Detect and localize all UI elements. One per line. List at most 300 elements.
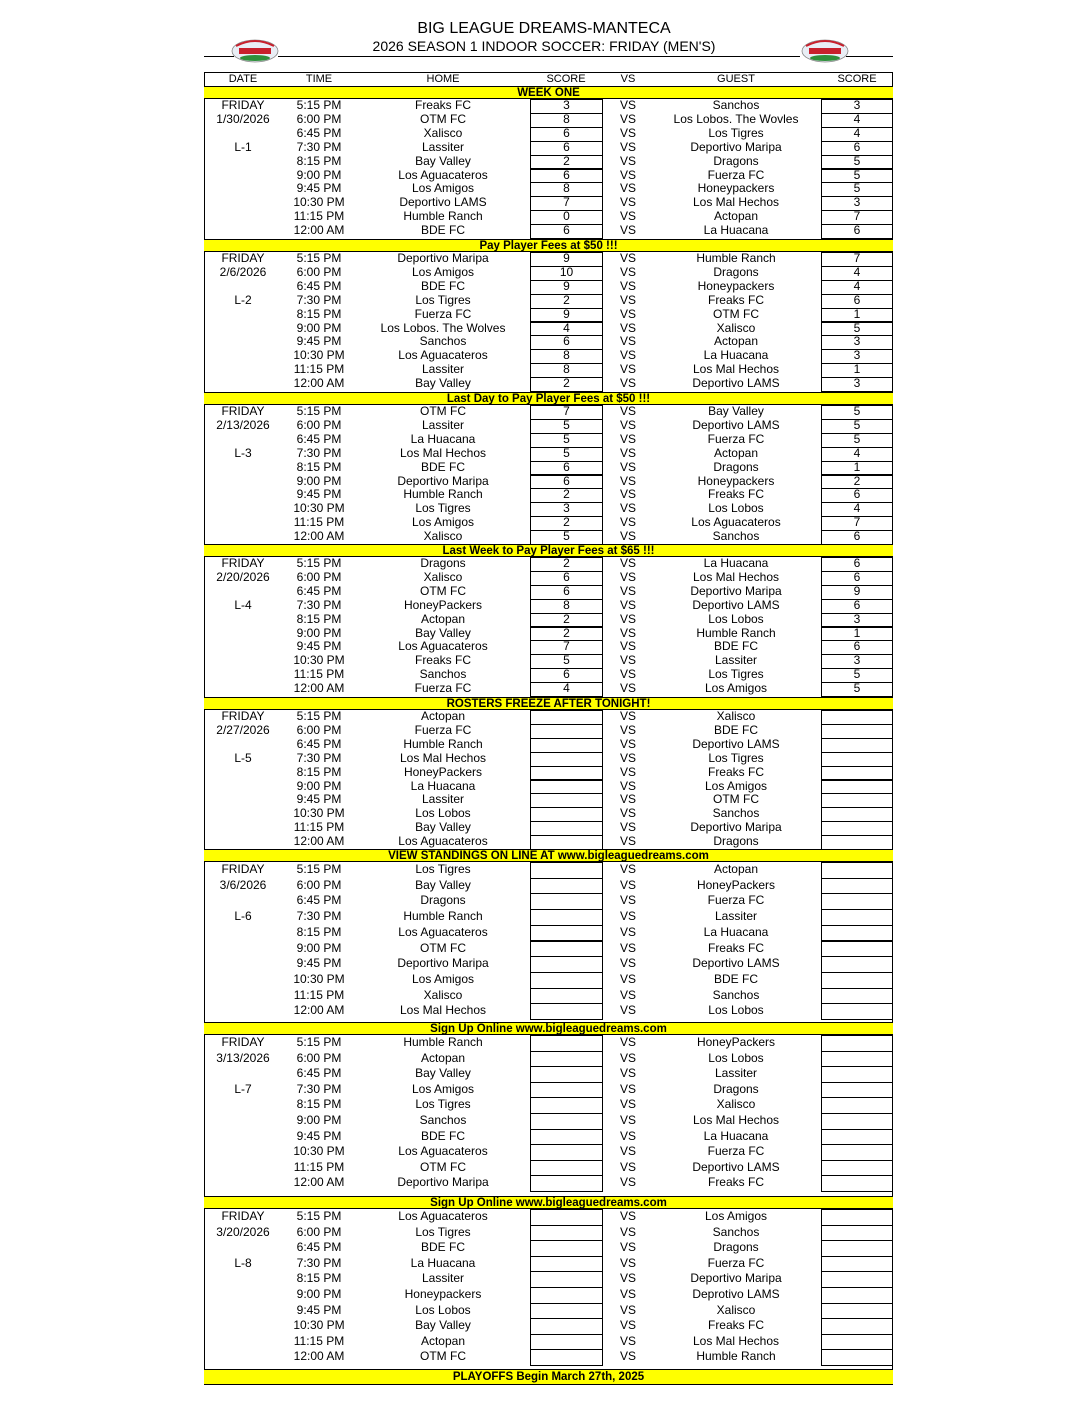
header-rule-center [278,56,800,57]
guest-team: Fuerza FC [707,431,765,446]
home-team: OTM FC [420,1159,466,1174]
home-score [530,724,603,738]
vs-label: VS [619,431,636,446]
guest-team: Freaks FC [707,1175,764,1190]
vs-label: VS [619,278,636,293]
home-team: La Huacana [410,778,476,793]
home-score: 5 [563,445,570,460]
vs-label: VS [619,987,636,1002]
vs-label: VS [619,459,636,474]
guest-team: Lassiter [714,909,758,924]
guest-team: Honeypackers [697,181,775,196]
guest-score [821,988,893,1004]
guest-team: BDE FC [713,722,758,737]
guest-team: Los Tigres [708,667,764,682]
guest-score: 9 [853,583,861,598]
home-team: Los Amigos [411,181,475,196]
home-team: Actopan [420,709,466,723]
vs-label: VS [619,1271,636,1286]
game-date: 3/20/2026 [216,1224,270,1239]
game-day: FRIDAY [221,98,265,112]
column-header-date: DATE [228,73,258,85]
vs-label: VS [619,1097,636,1112]
home-score: 2 [563,625,570,640]
home-team: Fuerza FC [414,722,472,737]
home-score [530,738,603,752]
game-time: 6:45 PM [296,736,342,751]
vs-label: VS [619,125,636,140]
game-time: 12:00 AM [293,529,345,544]
game-time: 11:15 PM [293,987,345,1002]
game-time: 8:15 PM [296,924,342,939]
vs-label: VS [619,625,636,640]
home-team: Sanchos [419,334,467,349]
home-score [530,1287,603,1303]
home-team: La Huacana [410,1255,476,1270]
week-banner: Sign Up Online www.bigleaguedreams.com [204,1022,893,1035]
home-score: 6 [563,167,570,182]
home-team: Humble Ranch [403,209,483,224]
home-score [530,1097,603,1113]
home-score: 5 [563,417,570,432]
guest-team: Sanchos [712,806,760,821]
home-team: Deportivo Maripa [397,956,489,971]
home-score [530,1113,603,1129]
vs-label: VS [619,893,636,908]
vs-label: VS [619,306,636,321]
home-team: Xalisco [423,987,463,1002]
home-score: 6 [563,473,570,488]
guest-team: Deportivo Maripa [690,139,782,154]
vs-label: VS [619,501,636,516]
home-team: Los Aguacateros [398,1144,488,1159]
vs-label: VS [619,348,636,363]
vs-label: VS [619,1035,636,1049]
guest-team: La Huacana [703,556,769,570]
home-team: Lassiter [421,362,465,377]
guest-team: OTM FC [713,306,759,321]
game-time: 8:15 PM [296,306,342,321]
home-score [530,878,603,894]
week-banner: ROSTERS FREEZE AFTER TONIGHT! [204,697,893,710]
game-time: 7:30 PM [296,445,342,460]
home-team: Los Aguacateros [398,834,488,849]
game-time: 10:30 PM [293,501,345,516]
game-day: FRIDAY [221,1035,265,1049]
guest-team: Freaks FC [707,487,764,502]
vs-label: VS [619,223,636,238]
game-time: 5:15 PM [296,1209,342,1223]
guest-team: Lassiter [714,653,758,668]
home-team: Actopan [420,1050,466,1065]
home-score: 3 [563,98,570,112]
vs-label: VS [619,98,636,112]
home-score [530,1334,603,1350]
guest-score [821,1097,893,1113]
home-score [530,1035,603,1051]
home-team: Los Tigres [415,862,471,876]
game-time: 9:45 PM [296,1128,342,1143]
home-score: 7 [563,195,570,210]
game-time: 9:00 PM [296,320,342,335]
home-team: Bay Valley [415,153,471,168]
home-team: Deportivo Maripa [397,473,489,488]
home-team: Deportivo Maripa [397,251,489,265]
vs-label: VS [619,681,636,696]
game-time: 9:00 PM [296,778,342,793]
home-score: 6 [563,667,570,682]
guest-team: Xalisco [716,1097,756,1112]
guest-team: La Huacana [703,1128,769,1143]
home-score: 6 [563,459,570,474]
home-score: 6 [563,334,570,349]
column-header-time: TIME [305,73,333,85]
guest-team: Los Lobos [708,501,764,516]
home-team: Fuerza FC [414,306,472,321]
guest-team: Fuerza FC [707,1255,765,1270]
home-score [530,1271,603,1287]
guest-team: Actopan [713,862,759,876]
game-time: 9:00 PM [296,940,342,955]
vs-label: VS [619,1050,636,1065]
home-team: OTM FC [420,940,466,955]
vs-label: VS [619,487,636,502]
vs-label: VS [619,473,636,488]
home-score: 0 [563,209,570,224]
game-time: 7:30 PM [296,597,342,612]
guest-team: HoneyPackers [696,1035,776,1049]
league-code: L-1 [234,139,252,154]
guest-team: Actopan [713,334,759,349]
home-score: 3 [563,501,570,516]
home-score [530,988,603,1004]
guest-score [821,1225,893,1241]
guest-team: Deportivo LAMS [692,597,780,612]
home-team: Los Tigres [415,1097,471,1112]
vs-label: VS [619,1255,636,1270]
game-time: 12:00 AM [293,834,345,849]
guest-team: Xalisco [716,320,756,335]
guest-team: Los Amigos [704,778,768,793]
vs-label: VS [619,583,636,598]
home-team: Los Mal Hechos [399,1003,487,1018]
game-time: 6:00 PM [296,569,342,584]
home-score [530,1256,603,1272]
guest-score [821,1209,893,1225]
home-score [530,1003,603,1019]
game-time: 10:30 PM [293,806,345,821]
home-score: 9 [563,278,570,293]
guest-score [821,793,893,807]
game-day: FRIDAY [221,1209,265,1223]
guest-team: Los Tigres [708,125,764,140]
guest-team: La Huacana [703,924,769,939]
guest-score [821,1303,893,1319]
vs-label: VS [619,1144,636,1159]
guest-team: Deportivo LAMS [692,376,780,391]
guest-score: 6 [853,292,861,307]
home-score: 2 [563,611,570,626]
guest-team: Deportivo LAMS [692,1159,780,1174]
game-time: 10:30 PM [293,971,345,986]
home-score: 2 [563,487,570,502]
guest-team: Sanchos [712,987,760,1002]
home-score [530,909,603,925]
guest-team: Los Mal Hechos [692,362,780,377]
vs-label: VS [619,834,636,849]
guest-score [821,835,893,849]
guest-team: Xalisco [716,1302,756,1317]
home-score [530,1129,603,1145]
game-time: 6:00 PM [296,264,342,279]
home-team: BDE FC [420,459,465,474]
guest-score [821,925,893,941]
home-score [530,1303,603,1319]
guest-team: Los Mal Hechos [692,195,780,210]
vs-label: VS [619,653,636,668]
guest-team: Humble Ranch [696,625,776,640]
guest-score: 6 [853,139,861,154]
vs-label: VS [619,376,636,391]
guest-score [821,1240,893,1256]
game-date: 3/6/2026 [219,877,267,892]
home-team: Bay Valley [415,877,471,892]
game-time: 10:30 PM [293,1144,345,1159]
guest-score [821,956,893,972]
home-team: Los Amigos [411,971,475,986]
home-score: 2 [563,292,570,307]
home-team: Humble Ranch [403,487,483,502]
game-time: 11:15 PM [293,362,345,377]
home-team: Xalisco [423,529,463,544]
vs-label: VS [619,1333,636,1348]
home-score: 9 [563,251,570,265]
game-time: 9:00 PM [296,167,342,182]
guest-team: BDE FC [713,639,758,654]
game-time: 6:45 PM [296,1066,342,1081]
guest-score: 7 [853,251,861,265]
guest-score: 2 [853,473,861,488]
home-team: Sanchos [419,1113,467,1127]
vs-label: VS [619,139,636,154]
home-team: BDE FC [420,1128,465,1143]
game-time: 10:30 PM [293,653,345,668]
home-score: 7 [563,639,570,654]
home-team: BDE FC [420,278,465,293]
game-time: 8:15 PM [296,1097,342,1112]
home-score [530,1144,603,1160]
home-team: Dragons [420,556,466,570]
home-score [530,752,603,766]
vs-label: VS [619,862,636,876]
guest-score: 4 [853,278,861,293]
game-time: 5:15 PM [296,1035,342,1049]
home-team: Los Tigres [415,292,471,307]
guest-score [821,862,893,878]
vs-label: VS [619,1159,636,1174]
home-score [530,793,603,807]
game-time: 8:15 PM [296,153,342,168]
vs-label: VS [619,611,636,626]
column-header-guest-score: SCORE [837,73,877,85]
game-time: 8:15 PM [296,1271,342,1286]
home-score [530,1225,603,1241]
game-time: 6:00 PM [296,722,342,737]
guest-team: Los Aguacateros [691,515,781,530]
home-team: Los Mal Hechos [399,750,487,765]
vs-label: VS [619,111,636,126]
guest-team: Sanchos [712,98,760,112]
guest-team: Actopan [713,209,759,224]
home-score [530,780,603,794]
game-time: 10:30 PM [293,348,345,363]
game-time: 6:45 PM [296,583,342,598]
game-time: 6:00 PM [296,1050,342,1065]
guest-score: 5 [853,167,861,182]
vs-label: VS [619,292,636,307]
game-time: 9:45 PM [296,181,342,196]
home-team: Bay Valley [415,1066,471,1081]
game-time: 5:15 PM [296,251,342,265]
game-time: 9:45 PM [296,956,342,971]
guest-score: 7 [853,515,861,530]
game-time: 9:45 PM [296,487,342,502]
home-score [530,956,603,972]
vs-label: VS [619,362,636,377]
guest-score: 3 [853,376,861,391]
home-score: 6 [563,125,570,140]
home-team: Los Aguacateros [398,924,488,939]
guest-score: 6 [853,556,861,570]
league-code: L-5 [234,750,252,765]
guest-score: 3 [853,334,861,349]
guest-score: 5 [853,431,861,446]
playoffs-banner: PLAYOFFS Begin March 27th, 2025 [204,1369,893,1385]
guest-team: Los Amigos [704,1209,768,1223]
home-score [530,1160,603,1176]
guest-score [821,724,893,738]
vs-label: VS [619,1128,636,1143]
vs-label: VS [619,639,636,654]
home-team: Lassiter [421,792,465,807]
guest-score [821,941,893,957]
vs-label: VS [619,404,636,418]
guest-score [821,1175,893,1191]
home-score [530,710,603,724]
home-team: Honeypackers [404,1287,482,1301]
guest-team: Bay Valley [708,404,764,418]
guest-team: Dragons [713,1240,759,1255]
game-day: FRIDAY [221,709,265,723]
guest-score [821,1160,893,1176]
home-team: Fuerza FC [414,681,472,696]
guest-score [821,1129,893,1145]
guest-score: 5 [853,667,861,682]
home-score: 8 [563,181,570,196]
game-time: 6:00 PM [296,1224,342,1239]
game-time: 6:00 PM [296,877,342,892]
guest-score [821,909,893,925]
home-team: Bay Valley [415,625,471,640]
league-code: L-6 [234,909,252,924]
game-time: 6:00 PM [296,111,342,126]
guest-score: 3 [853,611,861,626]
guest-score [821,1066,893,1082]
league-code: L-8 [234,1255,252,1270]
home-team: Sanchos [419,667,467,682]
vs-label: VS [619,806,636,821]
home-score [530,1240,603,1256]
vs-label: VS [619,909,636,924]
guest-score [821,893,893,909]
guest-team: OTM FC [713,792,759,807]
home-team: Lassiter [421,139,465,154]
guest-team: Fuerza FC [707,893,765,908]
guest-team: Lassiter [714,1066,758,1081]
guest-team: Deportivo Maripa [690,1271,782,1286]
guest-team: Honeypackers [697,278,775,293]
home-team: La Huacana [410,431,476,446]
home-score: 10 [559,264,574,279]
home-score [530,941,603,957]
guest-score [821,738,893,752]
guest-team: Dragons [713,1081,759,1096]
vs-label: VS [619,1113,636,1127]
game-day: FRIDAY [221,862,265,876]
vs-label: VS [619,778,636,793]
game-time: 5:15 PM [296,862,342,876]
guest-team: Deportivo Maripa [690,820,782,835]
game-time: 6:45 PM [296,893,342,908]
vs-label: VS [619,417,636,432]
home-team: Deportivo Maripa [397,1175,489,1190]
vs-label: VS [619,515,636,530]
guest-team: Deportivo LAMS [692,736,780,751]
guest-team: Freaks FC [707,764,764,779]
guest-score [821,807,893,821]
vs-label: VS [619,334,636,349]
home-team: Freaks FC [414,98,471,112]
header-rule-right [846,56,893,57]
game-time: 9:45 PM [296,334,342,349]
home-team: Xalisco [423,125,463,140]
game-time: 8:15 PM [296,764,342,779]
home-score: 2 [563,153,570,168]
week-banner: Pay Player Fees at $50 !!! [204,239,893,252]
game-time: 9:45 PM [296,792,342,807]
vs-label: VS [619,877,636,892]
vs-label: VS [619,1302,636,1317]
game-time: 9:00 PM [296,473,342,488]
home-score [530,1082,603,1098]
game-time: 9:00 PM [296,1287,342,1301]
game-time: 8:15 PM [296,611,342,626]
home-team: Bay Valley [415,820,471,835]
guest-team: BDE FC [713,971,758,986]
guest-team: Fuerza FC [707,1144,765,1159]
home-score: 6 [563,223,570,238]
guest-team: Dragons [713,834,759,849]
guest-score: 5 [853,417,861,432]
guest-score: 5 [853,320,861,335]
vs-label: VS [619,264,636,279]
game-day: FRIDAY [221,556,265,570]
guest-team: La Huacana [703,223,769,238]
guest-score: 3 [853,195,861,210]
big-league-dreams-logo-left [230,34,280,64]
guest-team: Humble Ranch [696,251,776,265]
home-team: Actopan [420,611,466,626]
